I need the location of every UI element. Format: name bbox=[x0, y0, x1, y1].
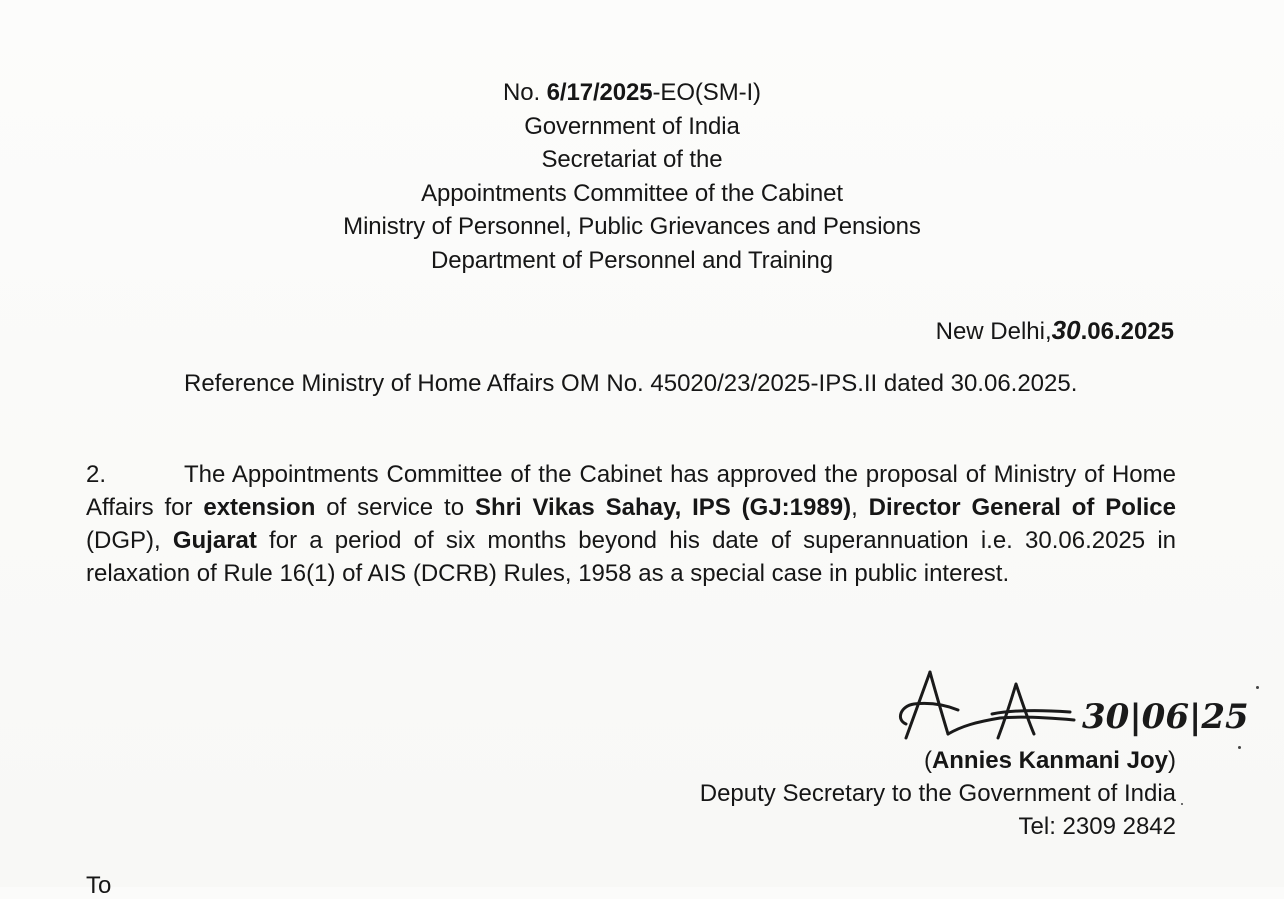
handwritten-sign-date: 30|06|25 bbox=[1082, 697, 1249, 737]
header-committee: Appointments Committee of the Cabinet bbox=[421, 179, 843, 207]
signatory-telephone: Tel: 2309 2842 bbox=[1018, 813, 1176, 840]
printed-date: .06.2025 bbox=[1080, 318, 1174, 345]
paragraph-number: 2. bbox=[86, 461, 107, 488]
header-ministry: Ministry of Personnel, Public Grievances and Pensions bbox=[343, 213, 921, 240]
approval-paragraph: 2. The Appointments Committee of the Cabinet has approved the proposal of Ministry of Home Affairs for extension of service to Shri Vikas Sahay, IPS (GJ:1989), Director General of Police (DGP), Gujarat for a period of six months beyond his date of superannuation i.e. 30.06.2025 in relaxation of Rule 16(1) of AIS (DCRB) Rules, 1958 as a special case in public interest. bbox=[86, 458, 1176, 590]
header-department: Department of Personnel and Training bbox=[431, 246, 833, 274]
dateline-place: New Delhi, bbox=[935, 318, 1052, 345]
header-secretariat: Secretariat of the bbox=[541, 146, 723, 173]
handwritten-day: 30 bbox=[1051, 315, 1081, 345]
officer-name: Shri Vikas Sahay, IPS (GJ:1989) bbox=[474, 494, 852, 521]
scan-speck bbox=[1238, 746, 1241, 749]
officer-designation: Director General of Police bbox=[868, 494, 1176, 521]
signatory-name: (Annies Kanmani Joy) bbox=[923, 747, 1176, 774]
dateline bbox=[936, 314, 1174, 348]
header-government: Government of India bbox=[524, 112, 740, 140]
handwritten-signature bbox=[892, 664, 1282, 748]
scan-speck bbox=[1256, 686, 1259, 689]
file-number: No. 6/17/2025-EO(SM-I) bbox=[503, 79, 761, 106]
signatory-block bbox=[700, 744, 1176, 843]
scan-speck bbox=[1181, 803, 1183, 805]
officer-state: Gujarat bbox=[172, 527, 257, 554]
reference-paragraph: Reference Ministry of Home Affairs OM No. 45020/23/2025-IPS.II dated 30.06.2025. bbox=[184, 370, 1078, 397]
letter-header bbox=[0, 76, 1264, 277]
signatory-designation: Deputy Secretary to the Government of India bbox=[699, 780, 1176, 807]
cut-off-addressee: To bbox=[86, 872, 112, 899]
